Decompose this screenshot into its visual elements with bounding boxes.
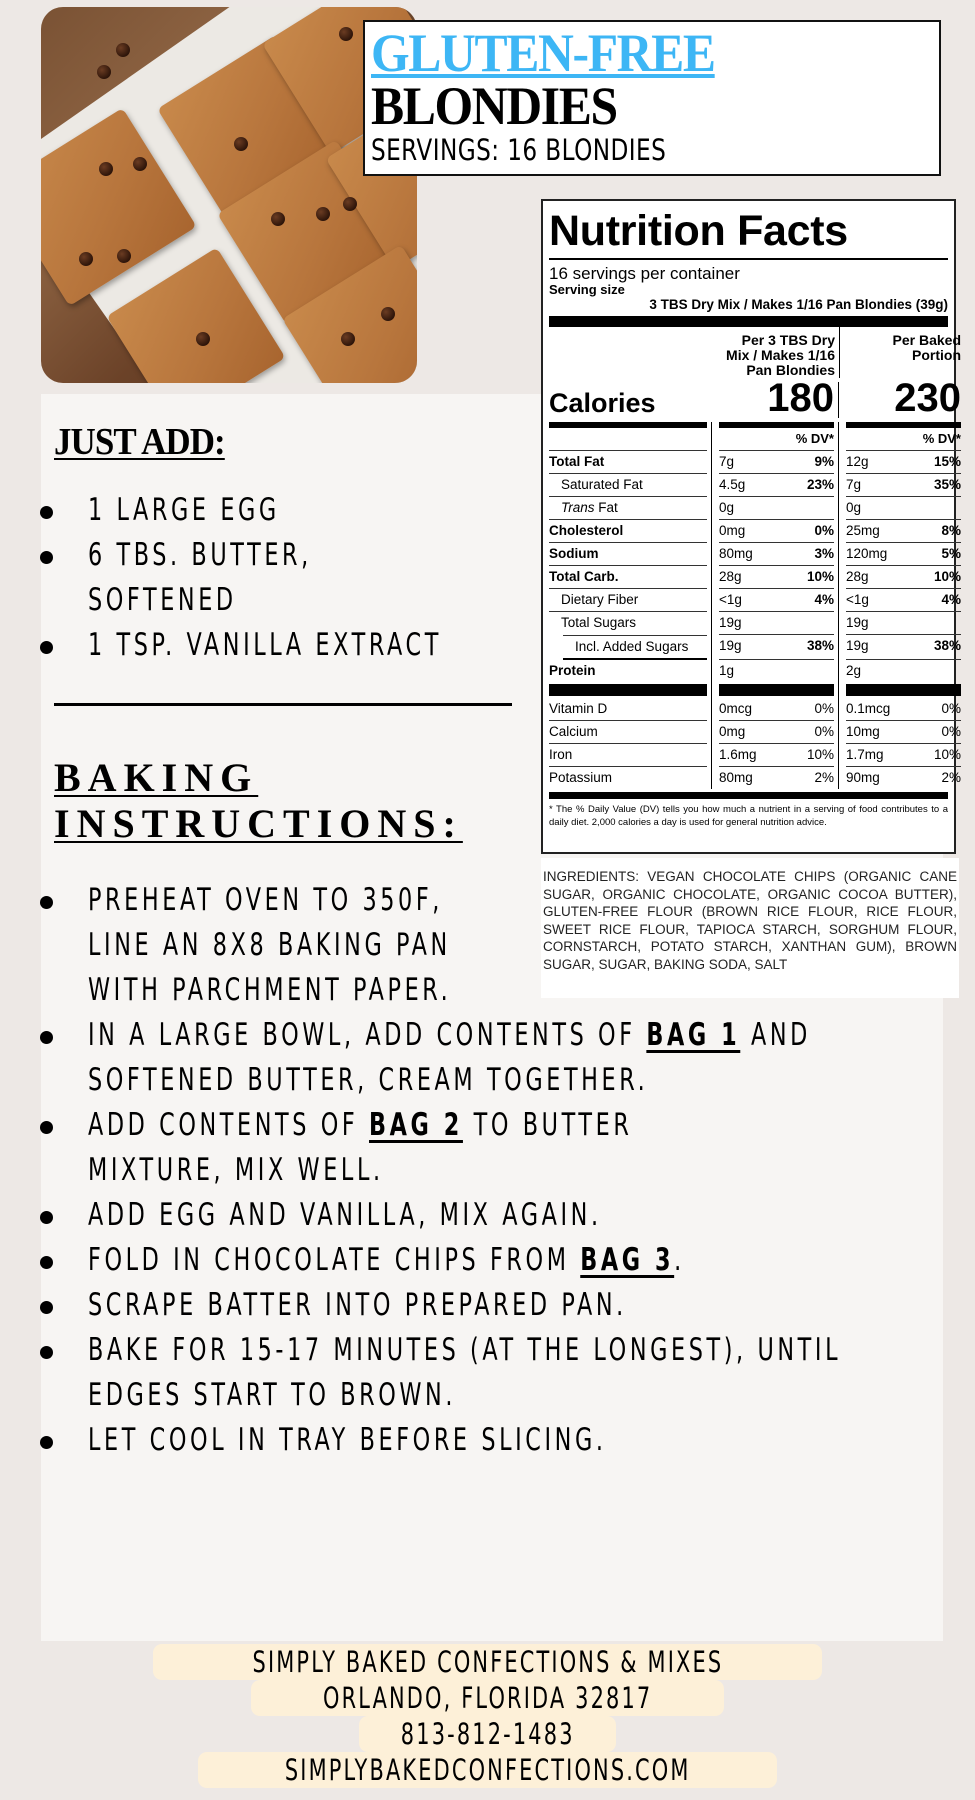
nutrient-row-calcium: Calcium 0mg 0% 10mg 0% [549, 721, 948, 744]
bag-2-label: BAG 2 [369, 1107, 463, 1143]
company-footer [0, 1644, 975, 1788]
bullet-icon [40, 1346, 53, 1359]
bullet-icon [40, 551, 53, 564]
calories-dry-mix: 180 [767, 376, 834, 420]
step-item: ADD CONTENTS OF BAG 2 TO BUTTER MIXTURE, MIX WELL. [36, 1103, 936, 1193]
bullet-icon [40, 896, 53, 909]
step-item: BAKE FOR 15-17 MINUTES (AT THE LONGEST), UNTIL EDGES START TO BROWN. [36, 1328, 936, 1418]
company-name: SIMPLY BAKED CONFECTIONS & MIXES [153, 1644, 823, 1680]
calories-baked: 230 [894, 376, 961, 420]
title-gluten-free: GLUTEN-FREE [371, 23, 715, 83]
just-add-heading: JUST ADD: [54, 421, 225, 463]
nutrient-row-total-sugars: Total Sugars 19g 19g [549, 612, 948, 635]
daily-value-footnote: * The % Daily Value (DV) tells you how much a nutrient in a serving of food contributes to a daily diet. 2,000 calories a day is used for general nutrition advice. [549, 804, 948, 828]
bullet-icon [40, 1031, 53, 1044]
thick-rule [549, 316, 948, 327]
nutrient-row-added-sugars: Incl. Added Sugars 19g 38% 19g 38% [549, 635, 948, 660]
serving-size-label: Serving size [549, 282, 625, 297]
bullet-icon [40, 1121, 53, 1134]
bullet-icon [40, 1301, 53, 1314]
calories-row [549, 376, 961, 420]
list-item: 6 TBS. BUTTER, SOFTENED [36, 533, 556, 623]
chocolate-chip [343, 197, 357, 211]
nutrient-row-saturated-fat: Saturated Fat 4.5g 23% 7g 35% [549, 474, 948, 497]
company-phone: 813-812-1483 [359, 1716, 616, 1752]
company-website[interactable]: SIMPLYBAKEDCONFECTIONS.COM [198, 1752, 777, 1788]
nutrient-row-potassium: Potassium 80mg 2% 90mg 2% [549, 767, 948, 789]
step-item: IN A LARGE BOWL, ADD CONTENTS OF BAG 1 AND SOFTENED BUTTER, CREAM TOGETHER. [36, 1013, 936, 1103]
chocolate-chip [341, 332, 355, 346]
bullet-icon [40, 1256, 53, 1269]
bullet-icon [40, 1211, 53, 1224]
chocolate-chip [97, 65, 111, 79]
product-title-box [363, 20, 941, 176]
column-headers [549, 327, 961, 378]
chocolate-chip [234, 137, 248, 151]
thick-rule-row [549, 682, 948, 698]
chocolate-chip [79, 252, 93, 266]
company-address: ORLANDO, FLORIDA 32817 [251, 1680, 724, 1716]
chocolate-chip [339, 27, 353, 41]
servings-text: SERVINGS: 16 BLONDIES [371, 133, 667, 167]
dv-header-row: % DV* % DV* [549, 428, 948, 451]
chocolate-chip [116, 43, 130, 57]
chocolate-chip [381, 307, 395, 321]
bullet-icon [40, 506, 53, 519]
nutrient-row-total-fat: Total Fat 7g 9% 12g 15% [549, 451, 948, 474]
bag-1-label: BAG 1 [646, 1017, 741, 1053]
nutrition-facts-title: Nutrition Facts [549, 207, 848, 255]
chocolate-chip [117, 249, 131, 263]
column-header-baked: Per Baked Portion [892, 332, 961, 363]
chocolate-chip [271, 212, 285, 226]
title-blondies: BLONDIES [371, 76, 617, 136]
servings-per-container: 16 servings per container [549, 264, 740, 283]
list-item: 1 TSP. VANILLA EXTRACT [36, 623, 556, 668]
calories-label: Calories [549, 388, 656, 418]
section-divider [54, 703, 512, 706]
rule [549, 258, 948, 260]
just-add-list [36, 488, 556, 668]
list-item: 1 LARGE EGG [36, 488, 556, 533]
nutrient-row-protein: Protein 1g 2g [549, 660, 948, 682]
chocolate-chip [316, 207, 330, 221]
nutrient-row-iron: Iron 1.6mg 10% 1.7mg 10% [549, 744, 948, 767]
thick-rule [549, 792, 948, 799]
nutrient-row-trans-fat: Trans Fat 0g 0g [549, 497, 948, 520]
baking-instructions-heading: BAKING INSTRUCTIONS: [54, 755, 463, 846]
step-item: ADD EGG AND VANILLA, MIX AGAIN. [36, 1193, 936, 1238]
step-item: FOLD IN CHOCOLATE CHIPS FROM BAG 3. [36, 1238, 936, 1283]
nutrient-row-sodium: Sodium 80mg 3% 120mg 5% [549, 543, 948, 566]
chocolate-chip [196, 332, 210, 346]
bullet-icon [40, 641, 53, 654]
nutrient-row-dietary-fiber: Dietary Fiber <1g 4% <1g 4% [549, 589, 948, 612]
nutrient-row-vitamin-d: Vitamin D 0mcg 0% 0.1mcg 0% [549, 698, 948, 721]
chocolate-chip [133, 157, 147, 171]
nutrient-row-total-carb: Total Carb. 28g 10% 28g 10% [549, 566, 948, 589]
step-item: LET COOL IN TRAY BEFORE SLICING. [36, 1418, 936, 1463]
bullet-icon [40, 1436, 53, 1449]
bag-3-label: BAG 3 [580, 1242, 675, 1278]
blondies-photo [41, 7, 417, 383]
column-header-dry-mix: Per 3 TBS Dry Mix / Makes 1/16 Pan Blondies [719, 327, 840, 378]
nutrient-row-cholesterol: Cholesterol 0mg 0% 25mg 8% [549, 520, 948, 543]
nutrition-facts-label [541, 199, 961, 854]
step-item: SCRAPE BATTER INTO PREPARED PAN. [36, 1283, 936, 1328]
serving-size-value: 3 TBS Dry Mix / Makes 1/16 Pan Blondies (39g) [649, 297, 948, 312]
step-item: PREHEAT OVEN TO 350F, LINE AN 8X8 BAKING PAN WITH PARCHMENT PAPER. [36, 878, 936, 1013]
chocolate-chip [99, 162, 113, 176]
ingredients-list: INGREDIENTS: VEGAN CHOCOLATE CHIPS (ORGANIC CANE SUGAR, ORGANIC CHOCOLATE, ORGANIC COCOA BUTTER), GLUTEN-FREE FLOUR (BROWN RICE FLOUR, RICE FLOUR, SWEET RICE FLOUR, TAPIOCA STARCH, SORGHUM FLOUR, CORNSTARCH, POTATO STARCH, XANTHAN GUM), BROWN SUGAR, SUGAR, BAKING SODA, SALT [541, 858, 959, 998]
